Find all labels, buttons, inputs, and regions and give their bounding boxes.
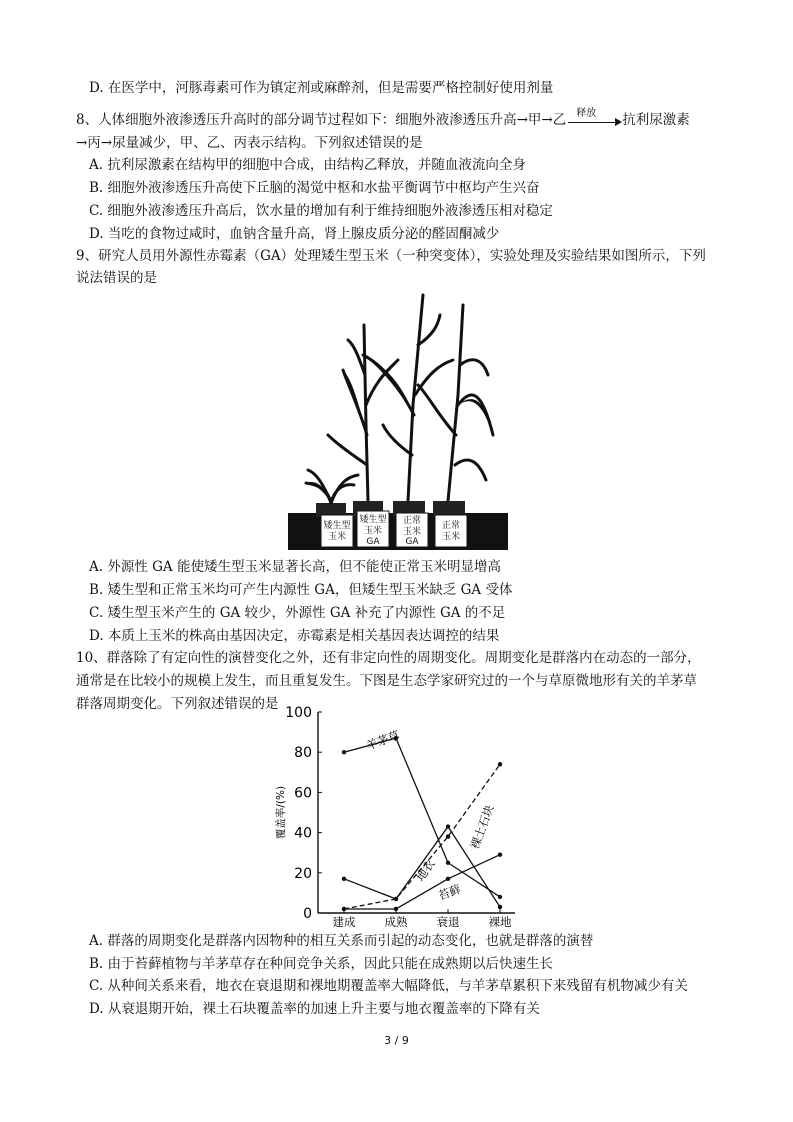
- y-tick-label: 60: [294, 785, 312, 802]
- q8-stem-part1: 8、人体细胞外液渗透压升高时的部分调节过程如下：细胞外液渗透压升高→甲→乙: [76, 112, 567, 128]
- label-text: 正常: [441, 521, 461, 531]
- label-card-normal: [435, 515, 467, 547]
- q8-option-d: D. 当吃的食物过咸时，血钠含量升高，肾上腺皮质分泌的醛固酮减少: [89, 226, 500, 242]
- q9-stem-line2: 说法错误的是: [76, 270, 157, 286]
- series-label: 裸土石块: [467, 803, 497, 852]
- release-arrow-label: 释放: [576, 107, 597, 119]
- label-text: GA: [366, 537, 380, 547]
- label-text: GA: [405, 537, 419, 547]
- q8-option-b: B. 细胞外液渗透压升高使下丘脑的渴觉中枢和水盐平衡调节中枢均产生兴奋: [89, 180, 540, 196]
- data-point: [446, 834, 450, 838]
- corn-experiment-figure: [288, 285, 508, 550]
- q8-stem-line1: [76, 107, 690, 130]
- label-text: 玉米: [327, 532, 347, 542]
- data-point: [446, 824, 450, 828]
- data-point: [498, 905, 502, 909]
- y-tick-label: 80: [294, 745, 312, 762]
- q10-option-b: B. 由于苔藓植物与羊茅草存在种间竞争关系，因此只能在成熟期以后快速生长: [89, 956, 554, 972]
- data-point: [498, 762, 502, 766]
- y-tick-label: 20: [294, 865, 312, 882]
- q9-option-b: B. 矮生型和正常玉米均可产生内源性 GA，但矮生型玉米缺乏 GA 受体: [89, 582, 513, 598]
- q10-stem-line2: 通常是在比较小的规模上发生，而且重复发生。下图是生态学家研究过的一个与草原微地形有关的羊茅草: [76, 673, 697, 689]
- data-point: [394, 907, 398, 911]
- data-point: [498, 853, 502, 857]
- data-point: [394, 897, 398, 901]
- q10-option-d: D. 从衰退期开始，裸土石块覆盖率的加速上升主要与地衣覆盖率的下降有关: [89, 1001, 540, 1017]
- prev-option-d: D. 在医学中，河豚毒素可作为镇定剂或麻醉剂，但是需要严格控制好使用剂量: [89, 80, 554, 96]
- data-point: [498, 895, 502, 899]
- label-text: 矮生型: [323, 521, 351, 531]
- series-label: 羊茅草: [364, 727, 402, 753]
- x-tick-label: 成熟: [384, 915, 408, 929]
- x-tick-label: 衰退: [436, 915, 460, 929]
- label-text: 玉米: [363, 526, 383, 536]
- data-point: [446, 861, 450, 865]
- coverage-line-chart: [270, 700, 540, 930]
- data-point: [342, 907, 346, 911]
- q9-option-d: D. 本质上玉米的株高由基因决定，赤霉素是相关基因表达调控的结果: [89, 628, 500, 644]
- q10-stem-line3: 群落周期变化。下列叙述错误的是: [76, 696, 279, 712]
- release-arrow: [566, 107, 622, 129]
- y-tick-label: 0: [303, 906, 312, 922]
- y-axis-label: 覆盖率/(%): [275, 785, 287, 840]
- q9-option-a: A. 外源性 GA 能使矮生型玉米显著长高，但不能使正常玉米明显增高: [89, 559, 501, 575]
- label-text: 玉米: [441, 532, 461, 542]
- q8-stem-line2: →丙→尿量减少，甲、乙、丙表示结构。下列叙述错误的是: [76, 135, 423, 151]
- q8-option-c: C. 细胞外液渗透压升高后，饮水量的增加有利于维持细胞外液渗透压相对稳定: [89, 203, 553, 219]
- q9-stem-line1: 9、研究人员用外源性赤霉素（GA）处理矮生型玉米（一种突变体），实验处理及实验结果如图所示，下列: [76, 248, 706, 264]
- q8-stem-part2: 抗利尿激素: [622, 112, 690, 128]
- data-point: [446, 877, 450, 881]
- q10-option-a: A. 群落的周期变化是群落内因物种的相互关系而引起的动态变化，也就是群落的演替: [89, 933, 594, 949]
- series-label: 地衣: [412, 856, 438, 884]
- q10-option-c: C. 从种间关系来看，地衣在衰退期和裸地期覆盖率大幅降低，与羊茅草累积下来残留有机物减少有关: [89, 978, 688, 994]
- q9-option-c: C. 矮生型玉米产生的 GA 较少，外源性 GA 补充了内源性 GA 的不足: [89, 605, 506, 621]
- leaf-fills: [306, 355, 493, 503]
- q8-option-a: A. 抗利尿激素在结构甲的细胞中合成，由结构乙释放，并随血液流向全身: [89, 157, 526, 173]
- label-text: 正常: [402, 516, 422, 526]
- x-tick-label: 建成: [332, 915, 356, 929]
- y-tick-label: 100: [285, 705, 312, 721]
- data-point: [342, 877, 346, 881]
- corn-plants: [306, 295, 493, 503]
- label-card-dwarf: [321, 515, 353, 547]
- y-tick-label: 40: [294, 825, 312, 842]
- x-tick-label: 裸地: [488, 915, 512, 929]
- label-text: 矮生型: [359, 515, 387, 525]
- series-label: 苔藓: [436, 881, 463, 903]
- data-point: [342, 750, 346, 754]
- label-text: 玉米: [402, 527, 422, 537]
- chart-labels: [274, 705, 512, 929]
- page-number: 3 / 9: [384, 1034, 409, 1047]
- q10-stem-line1: 10、群落除了有定向性的演替变化之外，还有非定向性的周期变化。周期变化是群落内在动态的一部分，: [76, 650, 701, 666]
